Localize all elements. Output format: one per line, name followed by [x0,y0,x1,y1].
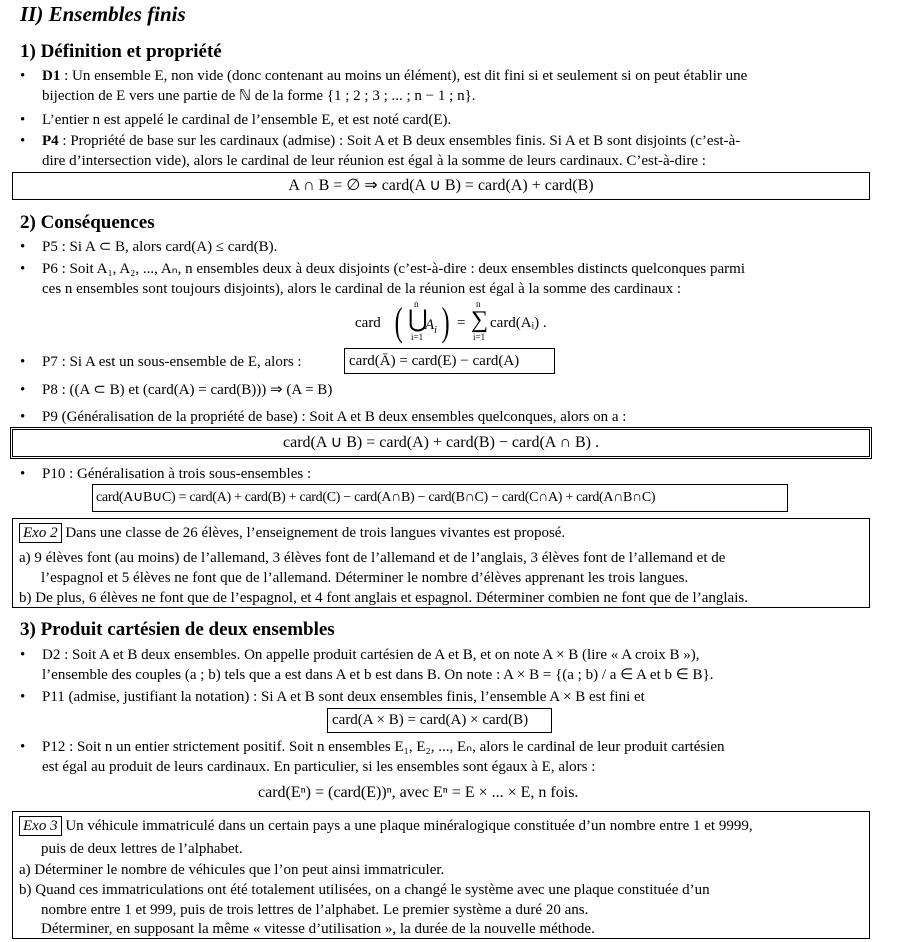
p11-text: P11 (admise, justifiant la notation) : Si A et B sont deux ensembles finis, l’ensemble A × B est fini et [42,689,645,705]
exo2-a-line1: a) 9 élèves font (au moins) de l’allemand, 3 élèves font de l’allemand et de l’anglais, 3 élèves font de l’allemand et de [19,550,726,566]
bullet-icon: • [20,133,26,149]
bullet-icon: • [20,239,26,255]
cardinal-def-text: L’entier n est appelé le cardinal de l’ensemble E, et est noté card(E). [42,112,452,128]
p6-text: P6 : Soit A₁, A₂, ..., Aₙ, n ensembles deux à deux disjoints (c’est-à-dire : deux ensembles distincts quelconques parmi ces n ensembles sont toujours disjoints), alors le cardinal de la réunion est égal à la somme des cardinaux : [42,261,745,297]
bullet-icon: • [20,382,26,398]
p8-text: P8 : ((A ⊂ B) et (card(A) = card(B))) ⇒ (A = B) [42,382,333,398]
p10-text: P10 : Généralisation à trois sous-ensembles : [42,466,312,482]
p9-formula-box: card(A ∪ B) = card(A) + card(B) − card(A ∩ B) . [10,427,872,459]
p12-text: P12 : Soit n un entier strictement positif. Soit n ensembles E₁, E₂, ..., Eₙ, alors le cardinal de leur produit cartésien est égal au produit de leurs cardinaux. En particulier, si les ensembles sont égaux à E, alors : [42,739,725,775]
exo2-box [12,518,870,608]
section-3-heading: 3) Produit cartésien de deux ensembles [20,619,335,640]
exo3-label: Exo 3 [19,816,62,836]
p6-formula: card ( n ⋃ $A_i$ i=1 ) = n ∑ i=1 card(Aᵢ) . [355,299,547,344]
p10-formula-box: card(A∪B∪C) = card(A) + card(B) + card(C) − card(A∩B) − card(B∩C) − card(C∩A) + card(A∩B∩C) [92,484,788,512]
exo3-b-line1: b) Quand ces immatriculations ont été totalement utilisées, on a changé le système avec une plaque constituée d’un [19,882,710,898]
exo3-box [12,811,870,939]
exo2-b-line: b) De plus, 6 élèves ne font que de l’espagnol, et 4 font anglais et espagnol. Déterminer combien ne font que de l’anglais. [19,590,748,606]
bullet-icon: • [20,409,26,425]
page-title: II) Ensembles finis [20,2,186,26]
p7-formula-box: card(Ā) = card(E) − card(A) [344,348,555,374]
exo2-a-line2: l’espagnol et 5 élèves ne font que de l’allemand. Déterminer le nombre d’élèves apprenant les trois langues. [41,570,689,586]
p4-formula-box: A ∩ B = ∅ ⇒ card(A ∪ B) = card(A) + card(B) [12,172,870,200]
p4-text: P4 : Propriété de base sur les cardinaux (admise) : Soit A et B deux ensembles finis. Si A et B sont disjoints (c’est-à- dire d’intersection vide), alors le cardinal de leur réunion est égal à la somme de leurs cardinaux. C’est-à-dire : [42,133,741,169]
exo3-b-line3: Déterminer, en supposant la même « vitesse d’utilisation », la durée de la nouvelle méthode. [41,921,595,937]
section-2-heading: 2) Conséquences [20,212,155,233]
exo3-b-line2: nombre entre 1 et 999, puis de trois lettres de l’alphabet. Le premier système a duré 20 ans. [41,902,589,918]
p7-text: P7 : Si A est un sous-ensemble de E, alors : [42,354,302,370]
bullet-icon: • [20,68,26,84]
section-1-heading: 1) Définition et propriété [20,41,222,62]
exo2-label: Exo 2 [19,523,62,543]
bullet-icon: • [20,112,26,128]
bullet-icon: • [20,354,26,370]
bullet-icon: • [20,647,26,663]
bullet-icon: • [20,466,26,482]
p9-text: P9 (Généralisation de la propriété de base) : Soit A et B deux ensembles quelconques, alors on a : [42,409,627,425]
exo3-intro2: puis de deux lettres de l’alphabet. [41,841,243,857]
p5-text: P5 : Si A ⊂ B, alors card(A) ≤ card(B). [42,239,278,255]
exo2-intro: Dans une classe de 26 élèves, l’enseignement de trois langues vivantes est proposé. [61,525,566,541]
bullet-icon: • [20,689,26,705]
bullet-icon: • [20,261,26,277]
exo3-a-line: a) Déterminer le nombre de véhicules que l’on peut ainsi immatriculer. [19,862,445,878]
p12-formula: card(Eⁿ) = (card(E))ⁿ, avec Eⁿ = E × ... × E, n fois. [258,784,579,801]
p11-formula-box: card(A × B) = card(A) × card(B) [327,708,552,733]
d1-text: D1 : Un ensemble E, non vide (donc contenant au moins un élément), est dit fini si et seulement si on peut établir une bijection de E vers une partie de ℕ de la forme {1 ; 2 ; 3 ; ... ; n − 1 ; n}. [42,68,748,104]
exo3-intro: Un véhicule immatriculé dans un certain pays a une plaque minéralogique constituée d’un nombre entre 1 et 9999, [61,818,753,834]
bullet-icon: • [20,739,26,755]
d2-text: D2 : Soit A et B deux ensembles. On appelle produit cartésien de A et B, et on note A × B (lire « A croix B »), l’ensemble des couples (a ; b) tels que a est dans A et b est dans B. On note : A × B = {(a ; b) / a ∈ A et b ∈ B}. [42,647,714,683]
